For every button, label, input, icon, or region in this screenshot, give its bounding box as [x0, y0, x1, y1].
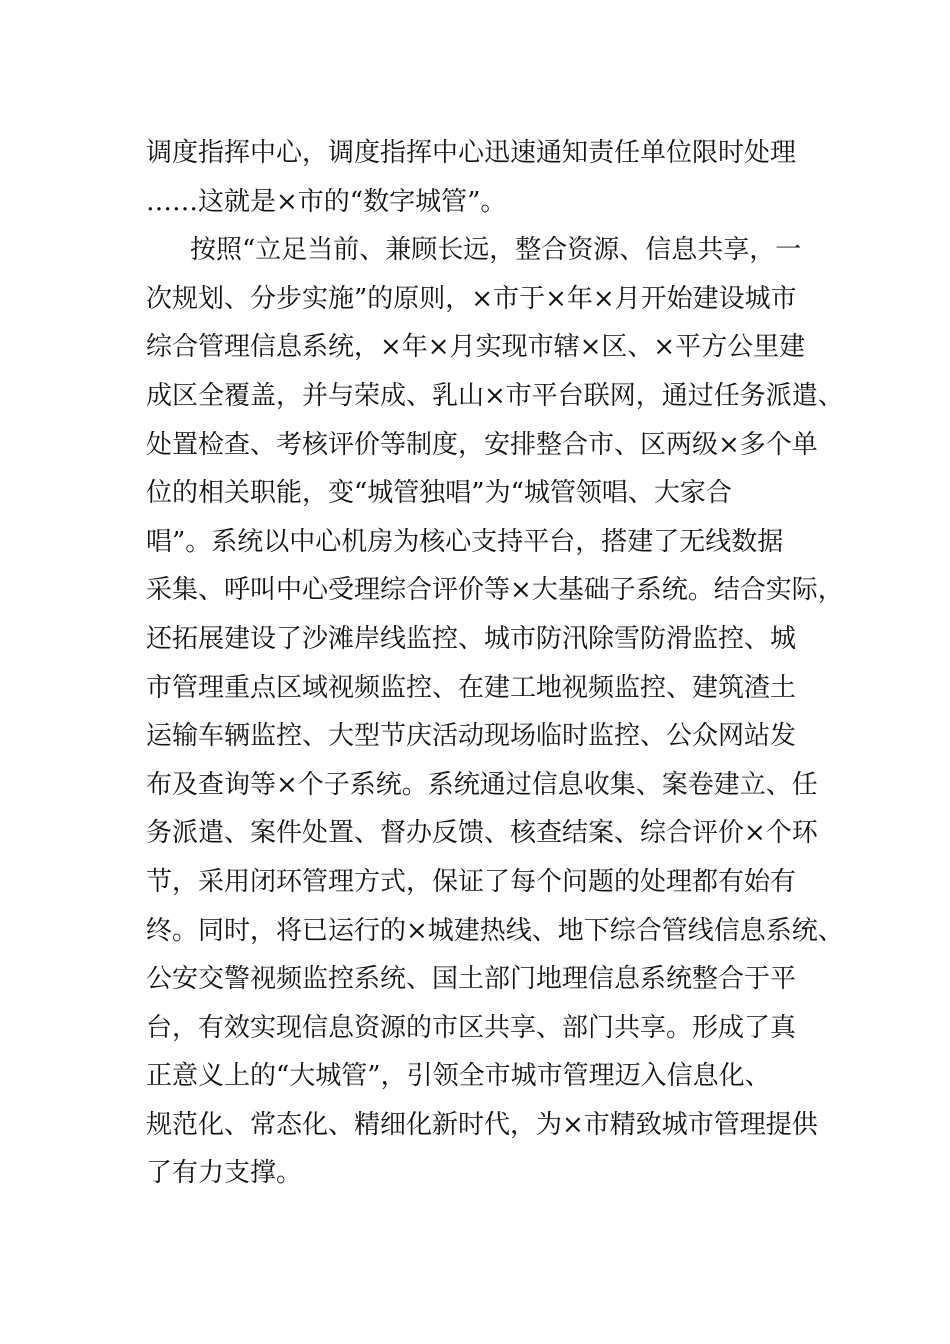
text-line: 公安交警视频监控系统、国土部门地理信息系统整合于平 [146, 964, 797, 995]
text-line: 正意义上的“大城管”，引领全市城市管理迈入信息化、 [146, 1061, 771, 1092]
text-line: 运输车辆监控、大型节庆活动现场临时监控、公众网站发 [146, 721, 797, 752]
text-line: 了有力支撑。 [146, 1158, 303, 1189]
text-line: 综合管理信息系统，×年×月实现市辖×区、×平方公里建 [146, 332, 806, 363]
text-line: 节，采用闭环管理方式，保证了每个问题的处理都有始有 [146, 866, 797, 897]
paragraph-main [146, 226, 844, 1198]
text-line: 成区全覆盖，并与荣成、乳山×市平台联网，通过任务派遣、 [146, 380, 844, 411]
paragraph-continued [146, 129, 826, 226]
text-line: 布及查询等×个子系统。系统通过信息收集、案卷建立、任 [146, 769, 818, 800]
body-text [146, 129, 844, 1198]
text-line: 终。同时，将已运行的×城建热线、地下综合管线信息系统、 [146, 915, 844, 946]
text-line: 调度指挥中心，调度指挥中心迅速通知责任单位限时处理 [146, 138, 797, 168]
text-line: 市管理重点区域视频监控、在建工地视频监控、建筑渣土 [146, 672, 797, 703]
text-line: 台，有效实现信息资源的市区共享、部门共享。形成了真 [146, 1012, 797, 1043]
text-line: 按照“立足当前、兼顾长远，整合资源、信息共享，一 [190, 235, 802, 266]
text-line: 务派遣、案件处置、督办反馈、核查结案、综合评价×个环 [146, 818, 818, 849]
text-line: 唱”。系统以中心机房为核心支持平台，搭建了无线数据 [146, 526, 784, 557]
text-line: 采集、呼叫中心受理综合评价等×大基础子系统。结合实际， [146, 575, 844, 606]
text-line: 规范化、常态化、精细化新时代，为×市精致城市管理提供 [146, 1109, 818, 1140]
text-line: 位的相关职能，变“城管独唱”为“城管领唱、大家合 [146, 478, 732, 509]
text-line: 还拓展建设了沙滩岸线监控、城市防汛除雪防滑监控、城 [146, 623, 797, 654]
text-line: 处置检查、考核评价等制度，安排整合市、区两级×多个单 [146, 429, 818, 460]
text-line: ……这就是×市的“数字城管”。 [146, 186, 507, 217]
text-line: 次规划、分步实施”的原则，×市于×年×月开始建设城市 [146, 283, 797, 314]
